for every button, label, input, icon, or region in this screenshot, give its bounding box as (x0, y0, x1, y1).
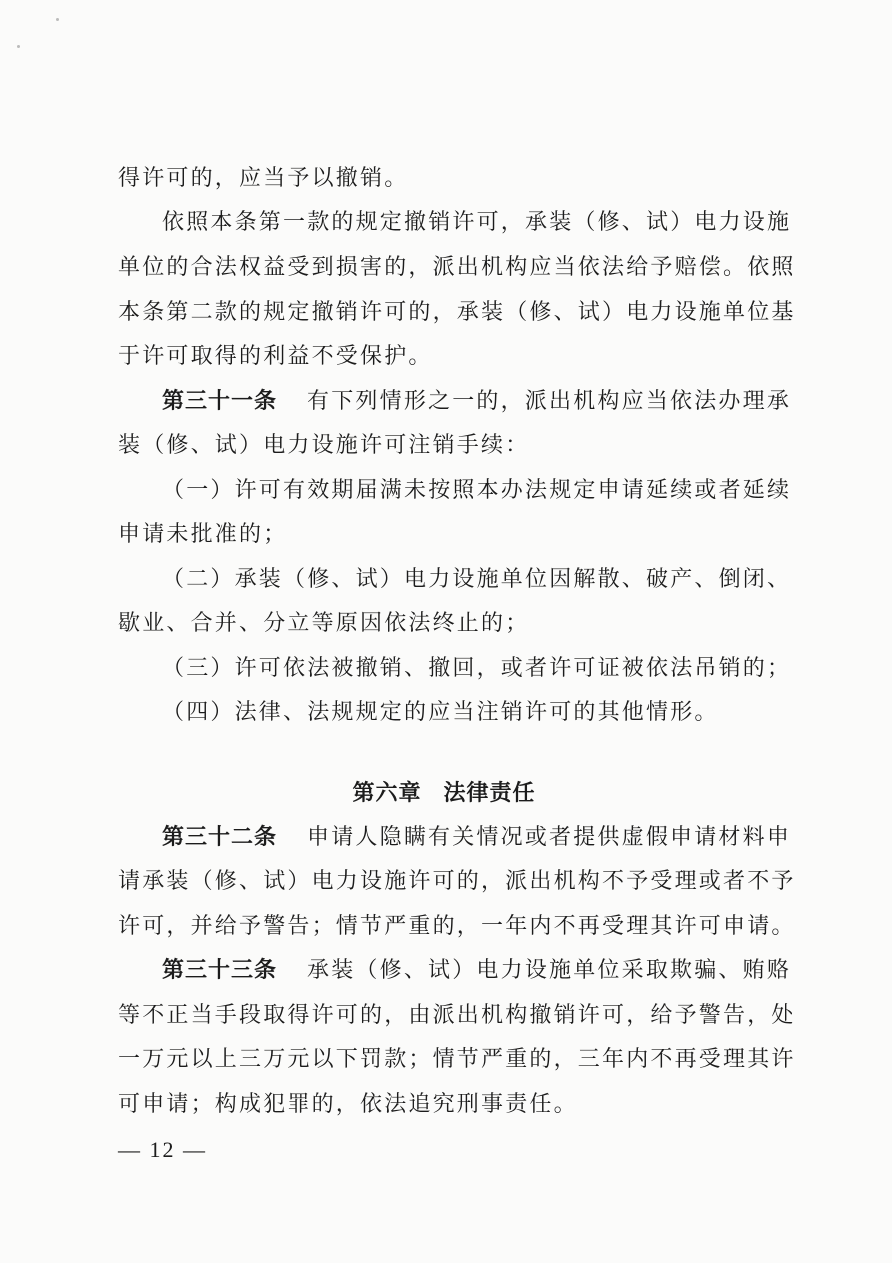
article-31-text: 有下列情形之一的，派出机构应当依法办理承 (307, 389, 792, 414)
chapter-title: 法律责任 (443, 781, 536, 806)
body-line: 一万元以上三万元以下罚款；情节严重的，三年内不再受理其许 (118, 1047, 796, 1072)
page-number: — 12 — (118, 1137, 207, 1162)
list-item: （四）法律、法规规定的应当注销许可的其他情形。 (162, 700, 719, 725)
article-31-line (162, 387, 791, 417)
scan-mark (17, 45, 20, 48)
article-32-line (162, 823, 791, 853)
list-item: （三）许可依法被撤销、撤回，或者许可证被依法吊销的； (162, 656, 792, 681)
list-item: 申请未批准的； (118, 522, 288, 547)
article-31-heading: 第三十一条 (162, 389, 278, 414)
article-33-text: 承装（修、试）电力设施单位采取欺骗、贿赂 (307, 958, 792, 983)
body-line: 单位的合法权益受到损害的，派出机构应当依法给予赔偿。依照 (118, 255, 796, 280)
body-line: 得许可的，应当予以撤销。 (118, 166, 409, 191)
list-item: （一）许可有效期届满未按照本办法规定申请延续或者延续 (162, 478, 792, 503)
body-line: 装（修、试）电力设施许可注销手续： (118, 433, 530, 458)
article-33-heading: 第三十三条 (162, 958, 278, 983)
chapter-number: 第六章 (352, 781, 422, 806)
body-line: 于许可取得的利益不受保护。 (118, 344, 433, 369)
list-item: （二）承装（修、试）电力设施单位因解散、破产、倒闭、 (162, 567, 792, 592)
scan-mark (56, 18, 59, 21)
body-line: 许可，并给予警告；情节严重的，一年内不再受理其许可申请。 (118, 914, 796, 939)
body-line: 依照本条第一款的规定撤销许可，承装（修、试）电力设施 (162, 210, 792, 235)
chapter-heading (118, 779, 770, 809)
article-32-heading: 第三十二条 (162, 825, 278, 850)
body-line: 本条第二款的规定撤销许可的，承装（修、试）电力设施单位基 (118, 300, 796, 325)
body-line: 可申请；构成犯罪的，依法追究刑事责任。 (118, 1092, 578, 1117)
article-33-line (162, 956, 791, 986)
list-item: 歇业、合并、分立等原因依法终止的； (118, 611, 530, 636)
body-line: 等不正当手段取得许可的，由派出机构撤销许可，给予警告，处 (118, 1003, 796, 1028)
article-32-text: 申请人隐瞒有关情况或者提供虚假申请材料申 (307, 825, 792, 850)
body-line: 请承装（修、试）电力设施许可的，派出机构不予受理或者不予 (118, 869, 796, 894)
